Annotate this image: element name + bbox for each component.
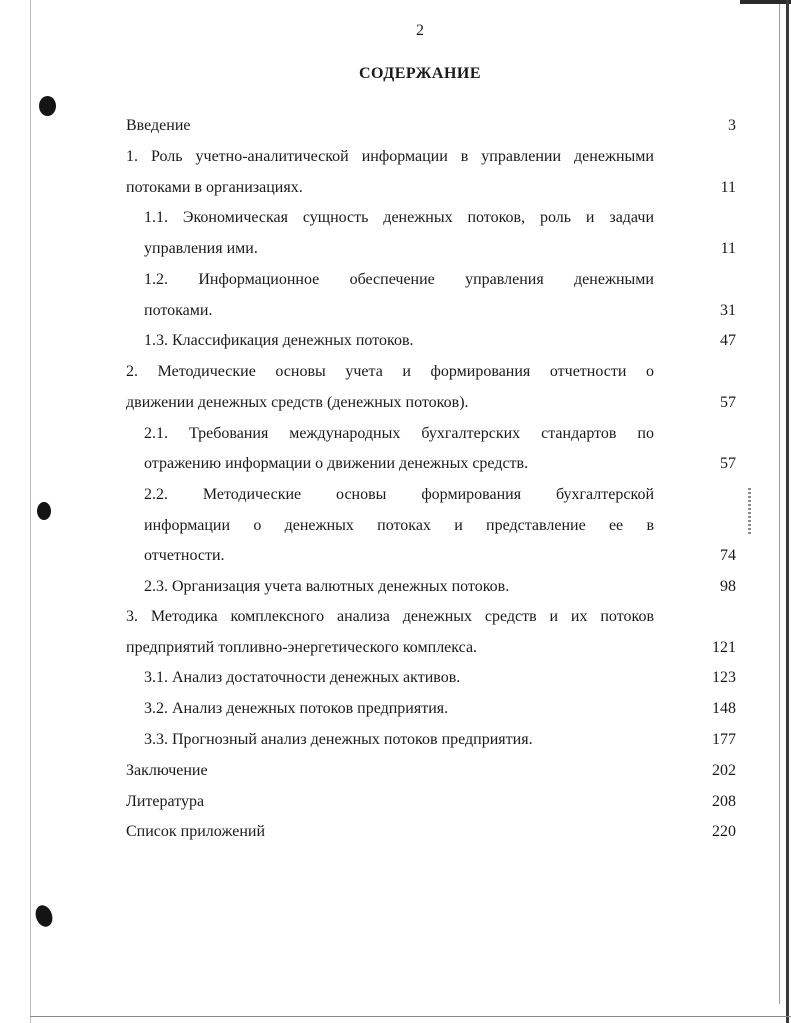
toc-entry-s1-2-line1: 1.2. Информационное обеспечение управления денежными	[144, 271, 654, 288]
scan-edge-right-inner	[779, 4, 780, 1004]
scan-edge-bottom	[30, 1016, 791, 1017]
punch-hole	[33, 903, 56, 929]
toc-entry-appendices: Список приложений	[126, 823, 266, 840]
toc-page-s1-2: 31	[720, 302, 736, 319]
toc-entry-s1-2-line2: потоками.	[144, 302, 213, 319]
toc-entry-intro: Введение	[126, 117, 191, 134]
toc-entry-s1-3: 1.3. Классификация денежных потоков.	[144, 332, 414, 349]
toc-page-s2-3: 98	[720, 578, 736, 595]
toc-page-ch1: 11	[720, 179, 736, 196]
toc-entry-s2-2-line2: информации о денежных потоках и представление ее в	[144, 517, 654, 534]
scan-speck	[748, 488, 751, 536]
toc-entry-s2-1-line1: 2.1. Требования международных бухгалтерских стандартов по	[144, 425, 654, 442]
toc-entry-ch3-line1: 3. Методика комплексного анализа денежных средств и их потоков	[126, 608, 654, 625]
toc-entry-s1-1-line1: 1.1. Экономическая сущность денежных потоков, роль и задачи	[144, 209, 654, 226]
punch-hole	[37, 502, 51, 520]
toc-entry-s2-2-line3: отчетности.	[144, 547, 225, 564]
toc-entry-s2-2-line1: 2.2. Методические основы формирования бухгалтерской	[144, 486, 654, 503]
toc-page-ch2: 57	[720, 394, 736, 411]
toc-page-s3-1: 123	[712, 669, 736, 686]
toc-page-s2-1: 57	[720, 455, 736, 472]
toc-entry-s2-1-line2: отражению информации о движении денежных средств.	[144, 455, 529, 472]
toc-entry-ch2-line2: движении денежных средств (денежных потоков).	[126, 394, 469, 411]
toc-page-ch3: 121	[712, 639, 736, 656]
toc-entry-ch1-line2: потоками в организациях.	[126, 179, 303, 196]
toc-entry-s3-2: 3.2. Анализ денежных потоков предприятия.	[144, 700, 449, 717]
toc-entry-s3-3: 3.3. Прогнозный анализ денежных потоков предприятия.	[144, 731, 533, 748]
toc-page-s3-3: 177	[712, 731, 736, 748]
toc-page-s2-2: 74	[720, 547, 736, 564]
toc-page-conclusion: 202	[712, 762, 736, 779]
toc-entry-ch2-line1: 2. Методические основы учета и формирования отчетности о	[126, 363, 654, 380]
punch-hole	[39, 96, 56, 116]
toc-entry-s2-3: 2.3. Организация учета валютных денежных потоков.	[144, 578, 510, 595]
toc-entry-ch3-line2: предприятий топливно-энергетического комплекса.	[126, 639, 478, 656]
toc-page-appendices: 220	[712, 823, 736, 840]
toc-page-s1-1: 11	[720, 240, 736, 257]
toc-entry-s3-1: 3.1. Анализ достаточности денежных активов.	[144, 669, 461, 686]
toc-entry-conclusion: Заключение	[126, 762, 208, 779]
toc-page-intro: 3	[728, 117, 736, 134]
page-title: СОДЕРЖАНИЕ	[358, 65, 482, 82]
scan-edge-top	[740, 0, 791, 4]
page-number: 2	[416, 22, 424, 39]
toc-entry-s1-1-line2: управления ими.	[144, 240, 258, 257]
toc-page-literature: 208	[712, 793, 736, 810]
toc-entry-ch1-line1: 1. Роль учетно-аналитической информации в управлении денежными	[126, 148, 654, 165]
toc-page-s3-2: 148	[712, 700, 736, 717]
scan-edge-left	[30, 0, 31, 1023]
scan-edge-right	[786, 0, 789, 1023]
toc-page-s1-3: 47	[720, 332, 736, 349]
toc-entry-literature: Литература	[126, 793, 205, 810]
